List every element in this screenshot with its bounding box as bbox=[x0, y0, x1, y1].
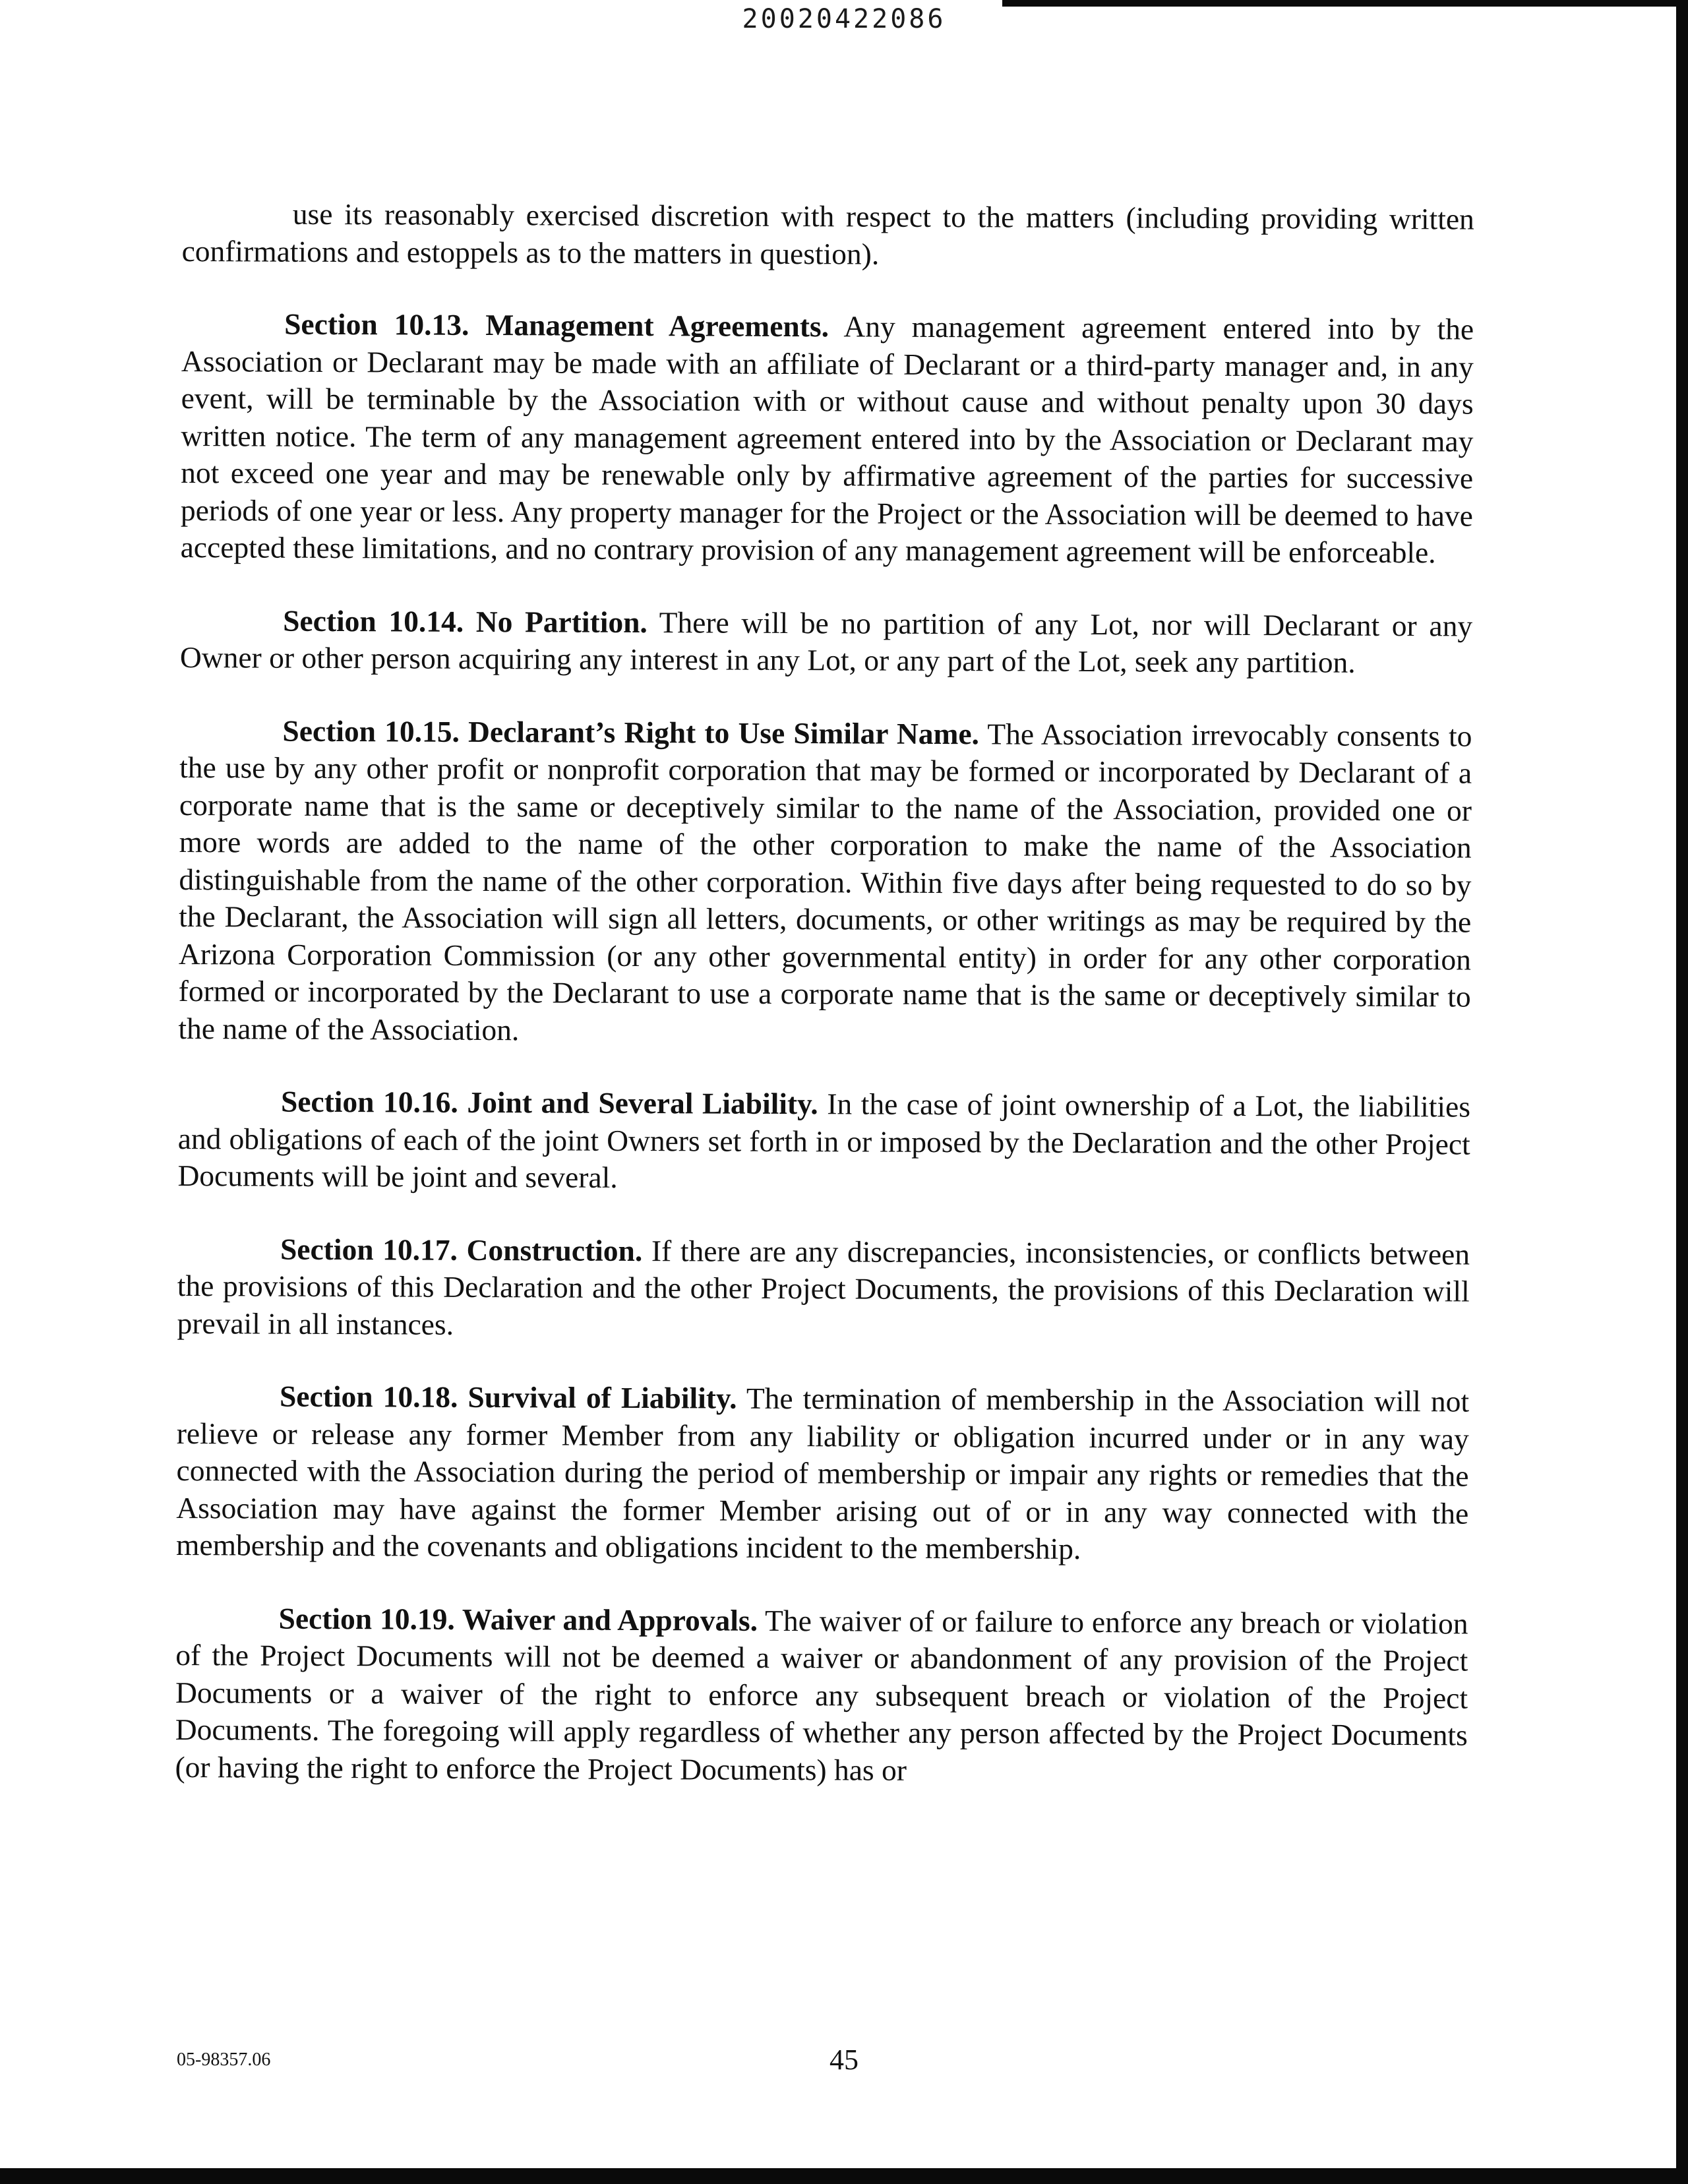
section-heading: Section 10.17. Construction. bbox=[280, 1232, 643, 1267]
section-text: The waiver of or failure to enforce any breach or violation of the Project Documents will not be deemed a waiver or abandonment of any provision of the Project Documents or a waiver of the right to enforce any subsequent breach or violation of the Project Documents. The foregoing will apply regardless of whether any person affected by the Project Documents (or having the right to enforce the Project Documents) has or bbox=[175, 1603, 1468, 1787]
section-10-17 bbox=[177, 1230, 1470, 1347]
scan-border-right bbox=[1676, 0, 1688, 2184]
section-text: There will be no partition of any Lot, nor will Declarant or any Owner or other person acquiring any interest in any Lot, or any part of the Lot, seek any partition. bbox=[179, 605, 1473, 679]
scan-border-bottom bbox=[0, 2168, 1688, 2184]
section-10-15 bbox=[178, 712, 1472, 1052]
section-heading: Section 10.14. No Partition. bbox=[283, 603, 648, 639]
recording-number: 20020422086 bbox=[742, 4, 946, 34]
page-number: 45 bbox=[829, 2044, 859, 2076]
section-10-16 bbox=[177, 1083, 1470, 1200]
section-10-19 bbox=[175, 1599, 1468, 1791]
section-heading: Section 10.13. Management Agreements. bbox=[284, 307, 829, 344]
document-body bbox=[175, 195, 1474, 1827]
section-heading: Section 10.16. Joint and Several Liability. bbox=[280, 1084, 818, 1121]
section-10-14 bbox=[180, 601, 1472, 682]
section-text: Any management agreement entered into by the Association or Declarant may be made with an affiliate of Declarant or a third-party manager and, in any event, will be terminable by the Association with or without cause and without penalty upon 30 days written notice. The term of any management agreement entered into by the Association or Declarant may not exceed one year and may be renewable only by affirmative agreement of the parties for successive periods of one year or less. Any property manager for the Project or the Association will be deemed to have accepted these limitations, and no contrary provision of any management agreement will be enforceable. bbox=[180, 309, 1474, 570]
section-text: If there are any discrepancies, inconsistencies, or conflicts between the provisions of this Declaration and the other Project Documents, the provisions of this Declaration will prevail in all instances. bbox=[177, 1233, 1470, 1341]
footer-document-id: 05-98357.06 bbox=[177, 2049, 271, 2070]
section-heading: Section 10.15. Declarant’s Right to Use Similar Name. bbox=[282, 713, 980, 750]
section-10-13 bbox=[181, 305, 1474, 572]
section-10-18 bbox=[176, 1378, 1469, 1569]
section-heading: Section 10.19. Waiver and Approvals. bbox=[278, 1601, 758, 1637]
section-text: The Association irrevocably consents to the use by any other profit or nonprofit corporation that may be formed or incorporated by Declarant of a corporate name that is the same or deceptively similar to the name of the Association, provided one or more words are added to the name of the other corporation to make the name of the Association distinguishable from the name of the other corporation. Within five days after being requested to do so by the Declarant, the Association will sign all letters, documents, or other writings as may be required by the Arizona Corporation Commission (or any other governmental entity) in order for any other corporation formed or incorporated by the Declarant to use a corporate name that is the same or deceptively similar to the name of the Association. bbox=[178, 716, 1472, 1046]
paragraph-continuation bbox=[182, 195, 1474, 276]
section-text: The termination of membership in the Association will not relieve or release any former Member from any liability or obligation incurred under or in any way connected with the Association during the period of membership or impair any rights or remedies that the Association may have against the former Member arising out of or in any way connected with the membership and the covenants and obligations incident to the membership. bbox=[175, 1381, 1470, 1565]
section-heading: Section 10.18. Survival of Liability. bbox=[279, 1379, 737, 1415]
paragraph-text: use its reasonably exercised discretion with respect to the matters (including providing written confirmations and estoppels as to the matters in question). bbox=[181, 197, 1474, 271]
section-text: In the case of joint ownership of a Lot, the liabilities and obligations of each of the joint Owners set forth in or imposed by the Declaration and the other Project Documents will be joint and several. bbox=[177, 1087, 1471, 1194]
